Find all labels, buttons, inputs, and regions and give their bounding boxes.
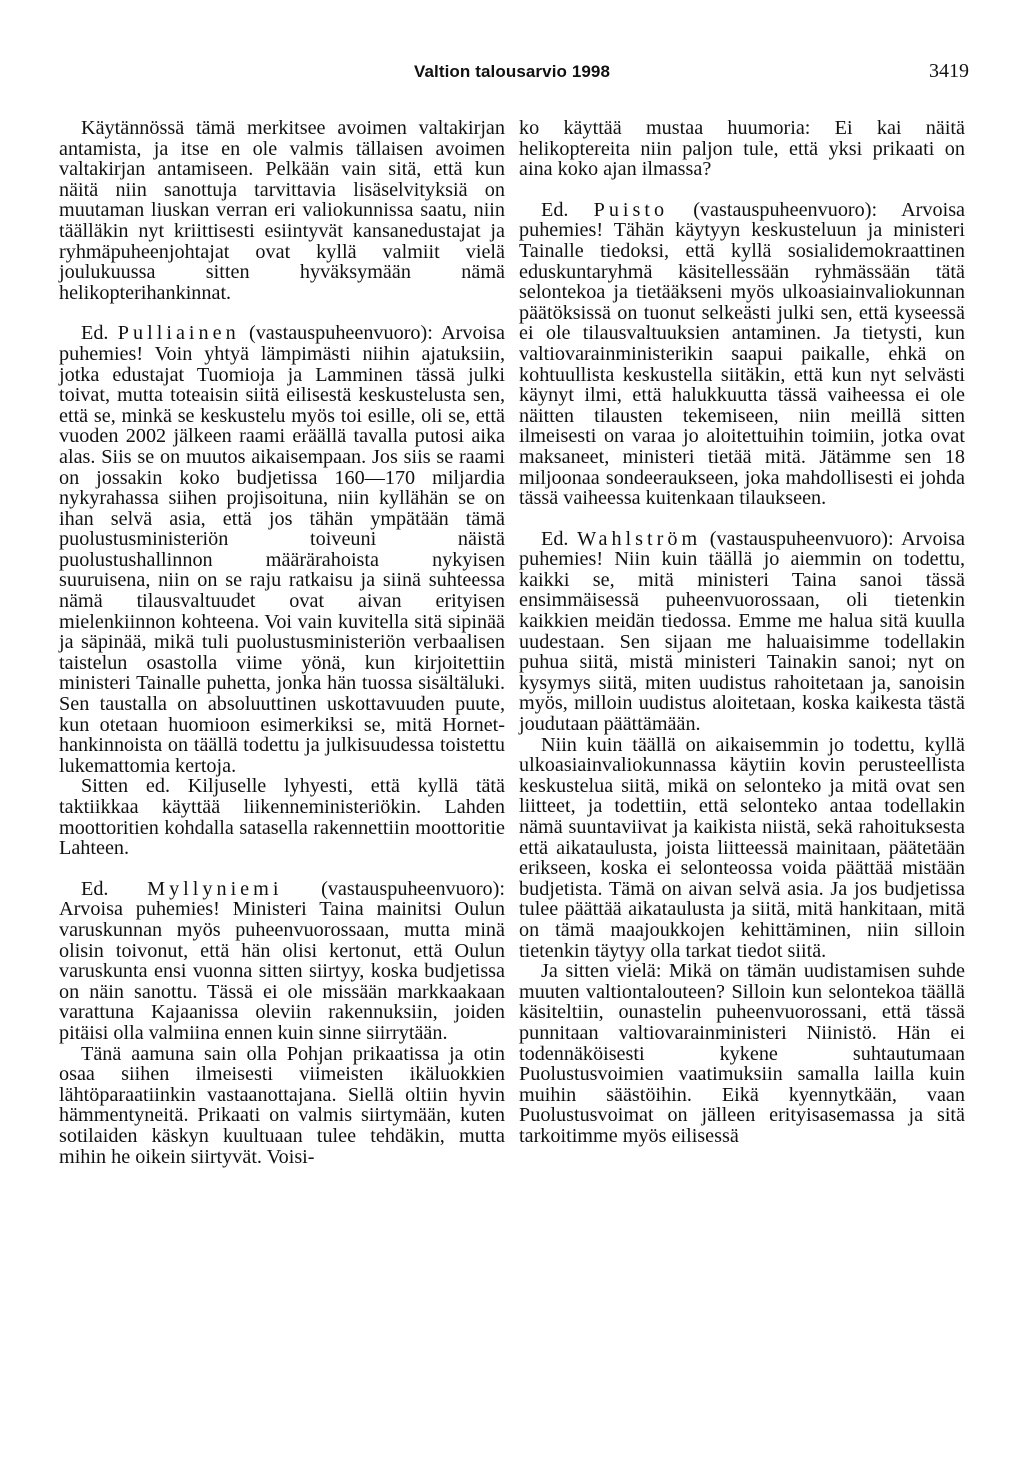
paragraph: Sitten ed. Kiljuselle lyhyesti, että kyllä tätä taktiikkaa käyttää liikenneministeriökin. Lahden moottoritien kohdalla satasella rakennettiin moottoritie Lahteen.: [59, 775, 505, 860]
speech-wahlstrom: [519, 529, 965, 735]
speaker-name: Puisto: [593, 198, 669, 221]
speaker-prefix: Ed.: [81, 322, 109, 345]
speech-text: Arvoisa puhemies! Ministeri Taina mainitsi Oulun varuskunnan myös puheenvuorossaan, mutta minä olisin toivonut, että hän olisi kertonut, että Oulun varuskunta ensi vuonna sitten siirtyy, koska budjetissa on näin sanottu. Tässä ei ole missään markkaakaan varattuna Kajaanissa oleviin rakennuksiin, joiden pitäisi olla valmiina ennen kuin sinne siirrytään.: [59, 898, 505, 1044]
paragraph: Käytännössä tämä merkitsee avoimen valtakirjan antamista, ja itse en ole valmis tällaisen avoimen valtakirjan antamiseen. Pelkään vain sitä, että kun näitä niin sanottuja tarvittavia lisäselvityksiä on muutaman liuskan verran eri valiokunnissa saatu, niin täälläkin nyt kriittisesti esiintyvät kansanedustajat ja ryhmäpuheenjohtajat ovat kyllä valmiit vielä joulukuussa sitten hyväksymään nämä helikopterihankinnat.: [59, 117, 505, 304]
speaker-prefix: Ed.: [81, 877, 109, 900]
speaker-name: Wahlström: [577, 527, 702, 550]
paragraph: Tänä aamuna sain olla Pohjan prikaatissa ja otin osaa siihen ilmeisesti viimeisten ikäluokkien lähtöparaatiinkin vastaanottajana. Siellä oltiin hyvin hämmentyneitä. Prikaati on valmis siirtymään, kuten sotilaiden käskyn kuultuaan tulee tehdäkin, mutta mihin he oikein siirtyvät. Voisi-: [59, 1042, 505, 1168]
speech-text: Arvoisa puhemies! Niin kuin täällä jo aiemmin on todettu, kaikki se, mitä ministeri Taina sanoi tässä ensimmäisessä puheenvuorossaan, oli tietenkin kaikkien meidän tiedossa. Emme me halua sitä kuulla uudestaan. Sen sijaan me haluaisimme todellakin puhua siitä, mistä ministeri Tainakin sanoi; nyt on kysymys siitä, miten uudistus rahoitetaan ja, sanoisin myös, milloin uudistus aloitetaan, koska kaikesta tästä joudutaan päättämään.: [519, 527, 966, 736]
speech-type: (vastauspuheenvuoro):: [709, 527, 894, 550]
right-column: [519, 118, 965, 1147]
speech-myllyniemi: [59, 879, 505, 1044]
speech-puisto: [519, 200, 965, 509]
paragraph: Ja sitten vielä: Mikä on tämän uudistamisen suhde muuten valtiontalouteen? Silloin kun selontekoa täällä käsiteltiin, ounastelin puheenvuorossani, että tässä punnitaan valtiovarainministeri Niinistö. Hän ei todennäköisesti kykene suhtautumaan Puolustusvoimien vaatimuksiin samalla lailla kuin muihin säästöihin. Eikä kyennytkään, vaan Puolustusvoimat on jälleen erityisasemassa ja sitä tarkoitimme myös eilisessä: [519, 960, 965, 1147]
speaker-prefix: Ed.: [541, 198, 569, 221]
paragraph: Niin kuin täällä on aikaisemmin jo todettu, kyllä ulkoasiainvaliokunnassa käytiin kovin perusteellista keskustelua siitä, mikä on selonteko ja mitä ovat sen liitteet, ja todettiin, että selonteko antaa todellakin nämä suuntaviivat ja kaikista niistä, sekä rahoituksesta että aikataulusta, joista liitteessä mainitaan, päätetään erikseen, koska ei selonteossa voida päättää mistään budjetista. Tämä on aivan selvä asia. Ja jos budjetissa tulee päättää aikataulusta ja siitä, mitä hankitaan, mitä on tämä maajoukkojen kehittäminen, niin silloin tietenkin täytyy olla tarkat tiedot siitä.: [519, 733, 965, 962]
speech-type: (vastauspuheenvuoro):: [321, 877, 505, 900]
speech-type: (vastauspuheenvuoro):: [693, 198, 878, 221]
speaker-prefix: Ed.: [541, 527, 569, 550]
running-header-title: Valtion talousarvio 1998: [413, 62, 611, 81]
page-number: 3419: [929, 60, 969, 82]
paragraph-continued: ko käyttää mustaa huumoria: Ei kai näitä helikoptereita niin paljon tule, että yksi prikaati on aina koko ajan ilmassa?: [519, 117, 965, 181]
speech-text: Arvoisa puhemies! Tähän käytyyn keskusteluun ja ministeri Tainalle tiedoksi, että kyllä sosialidemokraattinen eduskuntaryhmä käsitellessään ryhmässään tätä selontekoa ja tietääkseni myös ulkoasiainvaliokunnan päätöksissä on tuonut selkeästi julki sen, että kyseessä ei ole tilausvaltuuksien antaminen. Ja tietysti, kun valtiovarainministerikin saapui paikalle, ehkä on kohtuullista keskustella siitäkin, että kun nyt selvästi käynyt ilmi, että halukkuutta tässä vaiheessa ei ole näitten tilausten tekemiseen, niin meillä sitten ilmeisesti on varaa jo aloitettuihin toimiin, jotka ovat maksaneet, ministeri tietää mitä. Jätämme sen 18 miljoonaa sondeeraukseen, joka mahdollisesti ei johda tässä vaiheessa kuitenkaan tilaukseen.: [519, 198, 966, 510]
speaker-name: Myllyniemi: [147, 877, 283, 900]
speech-pulliainen: [59, 323, 505, 776]
speech-text: Arvoisa puhemies! Voin yhtyä lämpimästi niihin ajatuksiin, jotka edustajat Tuomioja ja Lamminen tässä julki toivat, mutta toteaisin siitä eilisestä keskustelusta sen, että se, minkä se keskustelu myös toi esille, oli se, että vuoden 2002 jälkeen raami eräällä tavalla putosi aika alas. Siis se on muutos aikaisempaan. Jos siis se raami on jossakin koko budjetissa 160—170 miljardia nykyrahassa siihen projisoituna, niin kyllähän se on ihan selvä asia, että jos tähän ympätään tämä puolustusministeriön toiveuni näistä puolustushallinnon määrärahoista nykyisen suuruisena, niin on se raju ratkaisu ja siinä suhteessa nämä tilausvaltuudet ovat aivan erityisen mielenkiinnon kohteena. Voi vain kuvitella sitä sipinää ja säpinää, mikä tuli puolustusministeriön verbaalisen taistelun osastolla viime yönä, kun kirjoitettiin ministeri Tainalle puhetta, jonka hän tuossa sisältäluki. Sen taustalla on absoluuttinen uskottavuuden puute, kun otetaan huomioon esimerkiksi se, mitä Hornet-hankinnoista on täällä todettu ja julkisuudessa toistettu lukemattomia kertoja.: [59, 322, 505, 777]
speech-type: (vastauspuheenvuoro):: [248, 322, 433, 345]
speaker-name: Pulliainen: [117, 322, 240, 345]
left-column: [59, 118, 505, 1167]
